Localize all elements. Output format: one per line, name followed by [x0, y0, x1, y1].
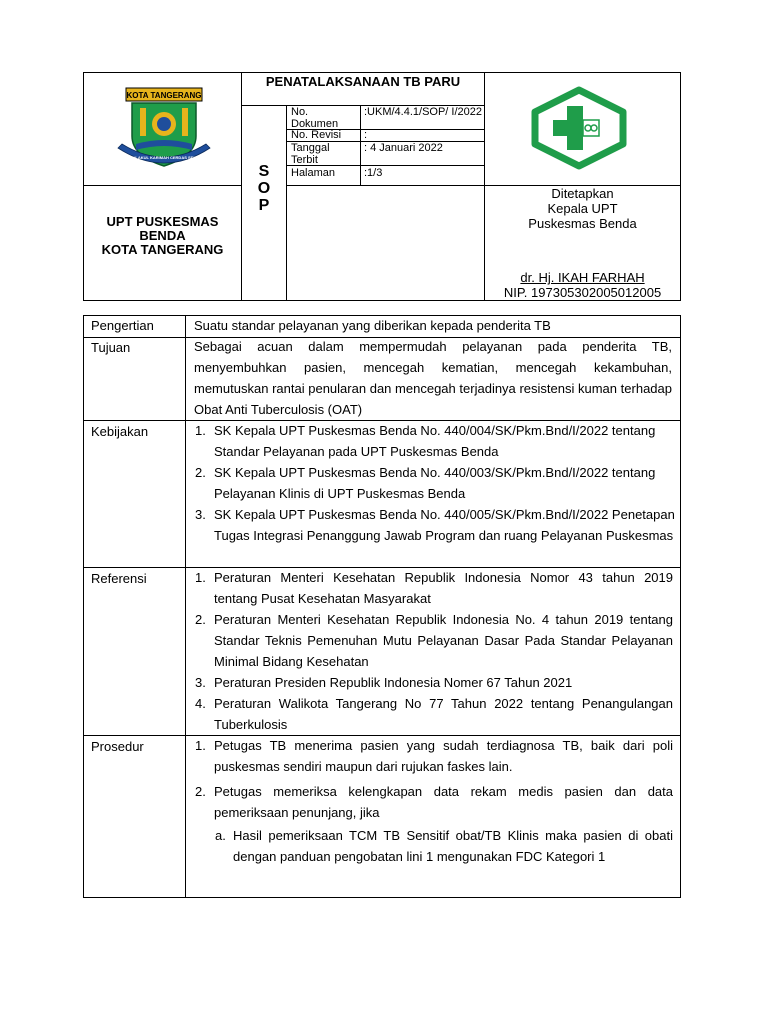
kebijakan-item-1-number: 1.	[195, 423, 206, 438]
doc-number-value: :UKM/4.4.1/SOP/ I/2022	[364, 106, 483, 118]
pengertian-text: Suatu standar pelayanan yang diberikan kepada penderita TB	[194, 318, 551, 333]
logo-banner-text: KOTA TANGERANG	[126, 91, 202, 100]
tujuan-text: Sebagai acuan dalam mempermudah pelayanan pada penderita TB, menyembuhkan pasien, mencegah kematian, mencegah kekambuhan, memutuskan rantai penularan dan mencegah terjadinya resistensi kuman terhadap Obat Anti Tuberculosis (OAT)	[194, 339, 672, 417]
kebijakan-item-3-number: 3.	[195, 507, 206, 522]
prosedur-label: Prosedur	[91, 739, 144, 754]
referensi-item-4-number: 4.	[195, 696, 206, 711]
referensi-item-2: Peraturan Menteri Kesehatan Republik Indonesia No. 4 tahun 2019 tentang Standar Teknis Pemenuhan Mutu Pelayanan Dasar Pada Standar Pelayanan Minimal Bidang Kesehatan	[214, 612, 673, 669]
prosedur-subitem-a: Hasil pemeriksaan TCM TB Sensitif obat/TB Klinis maka pasien di obati dengan panduan pengobatan lini 1 mengunakan FDC Kategori 1	[233, 828, 673, 864]
org-line-1: UPT PUSKESMAS	[106, 214, 219, 229]
referensi-item-1: Peraturan Menteri Kesehatan Republik Indonesia Nomor 43 tahun 2019 tentang Pusat Kesehatan Masyarakat	[214, 570, 673, 606]
page-value: :1/3	[364, 167, 383, 179]
approval-block	[485, 186, 680, 231]
prosedur-item-1: Petugas TB menerima pasien yang sudah terdiagnosa TB, baik dari poli puskesmas sendiri maupun dari rujukan faskes lain.	[214, 738, 673, 774]
prosedur-item-2: Petugas memeriksa kelengkapan data rekam medis pasien dan data pemeriksaan penunjang, jika	[214, 784, 673, 820]
kebijakan-item-3: SK Kepala UPT Puskesmas Benda No. 440/005/SK/Pkm.Bnd/I/2022 Penetapan Tugas Integrasi Penanggung Jawab Program dan ruang Pelayanan Puskesmas	[214, 507, 675, 543]
referensi-item-3-number: 3.	[195, 675, 206, 690]
pengertian-label: Pengertian	[91, 318, 154, 333]
sop-letter-s: S	[258, 163, 270, 180]
sop-letter-p: P	[258, 197, 270, 214]
kebijakan-item-1: SK Kepala UPT Puskesmas Benda No. 440/004/SK/Pkm.Bnd/I/2022 tentang Standar Pelayanan pada UPT Puskesmas Benda	[214, 423, 656, 459]
org-line-2: BENDA	[139, 228, 186, 243]
org-line-3: KOTA TANGERANG	[101, 242, 224, 257]
page-title: PENATALAKSANAAN TB PARU	[265, 74, 461, 89]
revision-label: No. Revisi	[291, 129, 342, 141]
doc-number-label: No. Dokumen	[291, 106, 339, 130]
sop-label	[242, 163, 286, 214]
referensi-item-3: Peraturan Presiden Republik Indonesia Nomer 67 Tahun 2021	[214, 675, 573, 690]
kebijakan-item-2-number: 2.	[195, 465, 206, 480]
logo-motto: AKHLAKUL KARIMAH CERDAS SEHAT	[126, 155, 202, 160]
signer-nip: NIP. 197305302005012005	[503, 285, 662, 300]
issue-date-label: Tanggal Terbit	[291, 142, 330, 166]
approval-kepala: Kepala UPT	[547, 201, 618, 216]
referensi-item-2-number: 2.	[195, 612, 206, 627]
referensi-item-1-number: 1.	[195, 570, 206, 585]
issue-date-value: : 4 Januari 2022	[364, 142, 443, 154]
referensi-label: Referensi	[91, 571, 147, 586]
prosedur-subitem-a-number: a.	[215, 828, 226, 843]
referensi-item-4: Peraturan Walikota Tangerang No 77 Tahun 2022 tentang Penangulangan Tuberkulosis	[214, 696, 673, 732]
puskesmas-logo	[529, 86, 629, 170]
sop-letter-o: O	[257, 180, 271, 197]
page-label: Halaman	[291, 167, 336, 179]
prosedur-item-1-number: 1.	[195, 738, 206, 753]
revision-value: :	[364, 129, 368, 141]
prosedur-item-2-number: 2.	[195, 784, 206, 799]
approval-puskesmas: Puskesmas Benda	[528, 216, 637, 231]
tujuan-label: Tujuan	[91, 340, 131, 355]
organization-name	[84, 215, 241, 257]
kebijakan-item-2: SK Kepala UPT Puskesmas Benda No. 440/003/SK/Pkm.Bnd/I/2022 tentang Pelayanan Klinis di UPT Puskesmas Benda	[214, 465, 656, 501]
kebijakan-label: Kebijakan	[91, 424, 149, 439]
approval-ditetapkan: Ditetapkan	[551, 186, 614, 201]
signer-name: dr. Hj. IKAH FARHAH	[520, 270, 645, 285]
kota-tangerang-logo	[112, 86, 216, 172]
